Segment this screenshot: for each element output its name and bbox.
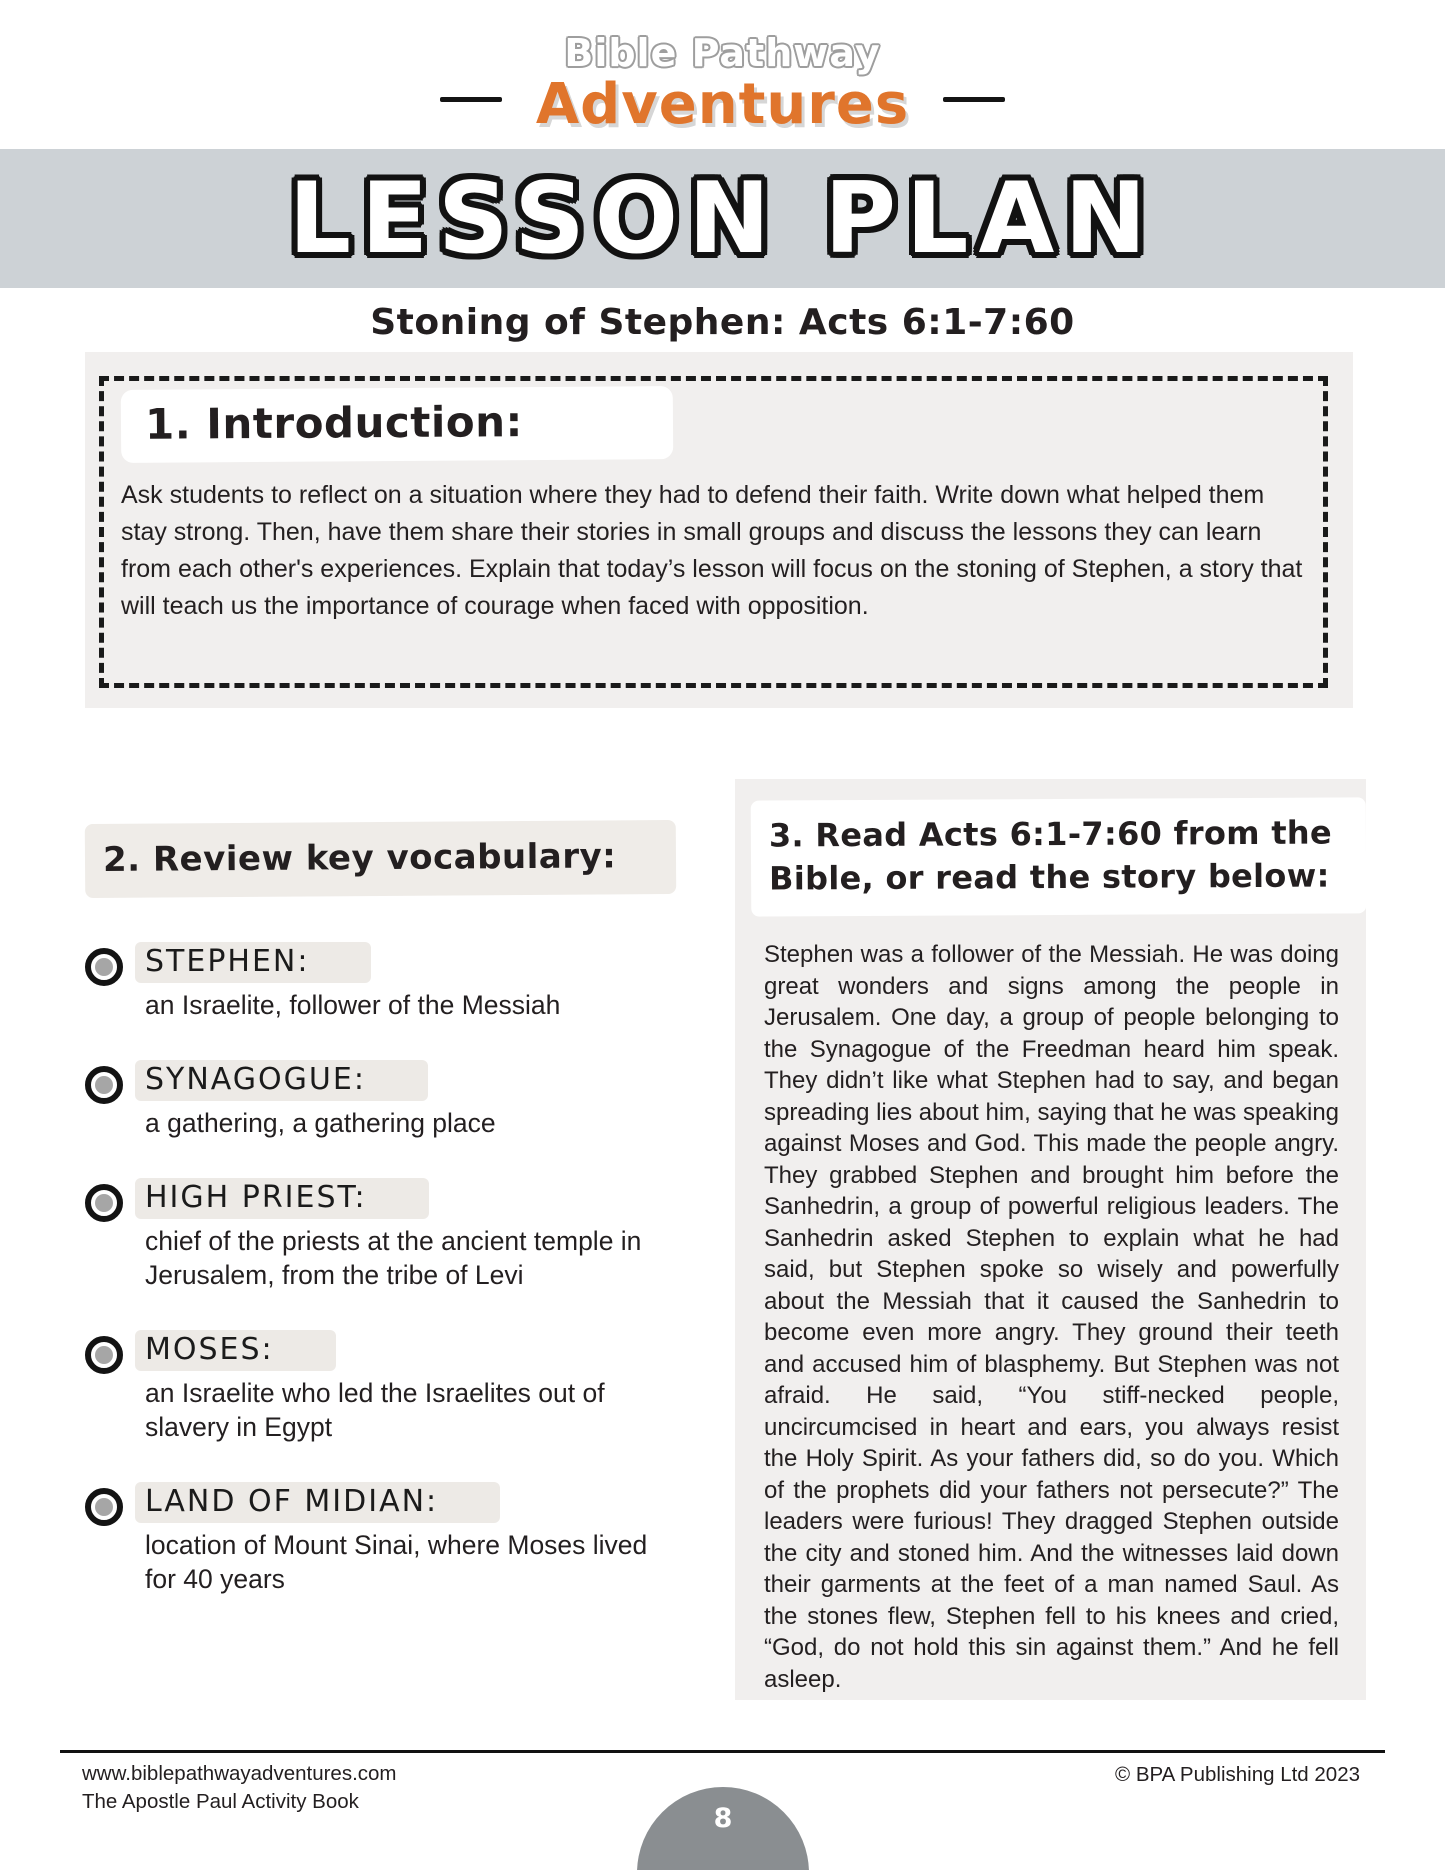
introduction-body: Ask students to reflect on a situation where they had to defend their faith. Write down what helped them stay strong. Then, have them share their stories in small groups and discuss the lessons they can learn from each other's experiences. Explain that today’s lesson will focus on the stoning of Stephen, a story that will teach us the importance of courage when faced with opposition.	[121, 481, 1303, 620]
introduction-heading: 1. Introduction:	[144, 397, 524, 449]
vocab-definition: chief of the priests at the ancient temple in Jerusalem, from the tribe of Levi	[145, 1226, 642, 1290]
vocabulary-section	[85, 822, 700, 1634]
reading-heading: 3. Read Acts 6:1-7:60 from the Bible, or read the story below:	[768, 813, 1333, 898]
bullet-circle-inner	[95, 1498, 113, 1516]
vocab-definition: an Israelite, follower of the Messiah	[145, 990, 561, 1020]
vocabulary-heading-highlight	[85, 820, 677, 898]
bullet-circle-icon	[85, 948, 123, 986]
brand-logo	[535, 31, 910, 137]
vocab-item	[85, 1060, 700, 1140]
vocab-definition: a gathering, a gathering place	[145, 1108, 496, 1138]
vocab-item-text	[145, 1178, 670, 1292]
vocab-term: STEPHEN:	[145, 944, 310, 979]
vocab-term-highlight	[135, 1060, 428, 1101]
vocab-term: SYNAGOGUE:	[145, 1062, 366, 1097]
logo-left-dash	[440, 97, 502, 102]
vocab-item-text	[145, 942, 560, 1022]
title-banner	[0, 149, 1445, 288]
vocab-item	[85, 1178, 700, 1292]
bullet-circle-icon	[85, 1066, 123, 1104]
vocab-item	[85, 1330, 700, 1444]
vocab-item-text	[145, 1060, 496, 1140]
introduction-content	[121, 388, 1305, 625]
page-number: 8	[713, 1803, 733, 1834]
vocab-list	[85, 942, 700, 1596]
vocab-definition: an Israelite who led the Israelites out of slavery in Egypt	[145, 1378, 605, 1442]
vocab-term: MOSES:	[145, 1332, 274, 1367]
bullet-circle-inner	[95, 1194, 113, 1212]
vocab-term: LAND OF MIDIAN:	[145, 1484, 439, 1519]
lesson-subtitle: Stoning of Stephen: Acts 6:1-7:60	[370, 302, 1075, 343]
introduction-section	[85, 352, 1353, 708]
bullet-circle-inner	[95, 1076, 113, 1094]
vocab-term-highlight	[135, 1330, 336, 1371]
brand-logo-line2: Adventures	[535, 71, 910, 137]
bullet-circle-inner	[95, 1346, 113, 1364]
reading-section	[735, 779, 1366, 1700]
bullet-circle-inner	[95, 958, 113, 976]
footer-copyright: © BPA Publishing Ltd 2023	[1115, 1763, 1360, 1786]
bullet-circle-icon	[85, 1488, 123, 1526]
introduction-heading-highlight	[121, 386, 673, 463]
reading-story-text: Stephen was a follower of the Messiah. He was doing great wonders and signs among the people in Jerusalem. One day, a group of people belonging to the Synagogue of the Freedman heard him speak. They didn’t like what Stephen had to say, and began spreading lies about him, saying that he was speaking against Moses and God. This made the people angry. They grabbed Stephen and brought him before the Sanhedrin, a group of powerful religious leaders. The Sanhedrin asked Stephen to explain what he had said, but Stephen spoke so wisely and powerfully about the Messiah that it caused the Sanhedrin to become even more angry. They ground their teeth and accused him of blasphemy. But Stephen was not afraid. He said, “You stiff-necked people, uncircumcised in heart and ears, you always resist the Holy Spirit. As your fathers did, so do you. Which of the prophets did your fathers not persecute?” The leaders were furious! They dragged Stephen outside the city and stoned him. And the witnesses laid down their garments at the feet of a man named Saul. As the stones flew, Stephen fell to his knees and cried, “God, do not hold this sin against them.” And he fell asleep.	[764, 941, 1340, 1693]
vocab-item-text	[145, 1330, 670, 1444]
footer-left	[82, 1760, 397, 1816]
bullet-circle-icon	[85, 1336, 123, 1374]
brand-logo-line1: Bible Pathway	[564, 31, 881, 75]
vocab-item-text	[145, 1482, 670, 1596]
footer-website: www.biblepathwayadventures.com	[82, 1762, 397, 1785]
vocab-item	[85, 1482, 700, 1596]
vocabulary-heading: 2. Review key vocabulary:	[102, 836, 617, 880]
reading-heading-highlight	[751, 797, 1367, 916]
header-logo	[0, 31, 1445, 137]
vocab-term: HIGH PRIEST:	[145, 1180, 367, 1215]
footer-book-title: The Apostle Paul Activity Book	[82, 1790, 359, 1813]
vocab-term-highlight	[135, 1178, 429, 1219]
bullet-circle-icon	[85, 1184, 123, 1222]
logo-right-dash	[943, 97, 1005, 102]
vocab-term-highlight	[135, 942, 371, 983]
footer-divider	[60, 1750, 1385, 1753]
page-title: LESSON PLAN	[288, 161, 1157, 276]
page-number-badge	[637, 1787, 809, 1870]
vocab-term-highlight	[135, 1482, 500, 1523]
vocab-item	[85, 942, 700, 1022]
vocab-definition: location of Mount Sinai, where Moses lived for 40 years	[145, 1530, 648, 1594]
